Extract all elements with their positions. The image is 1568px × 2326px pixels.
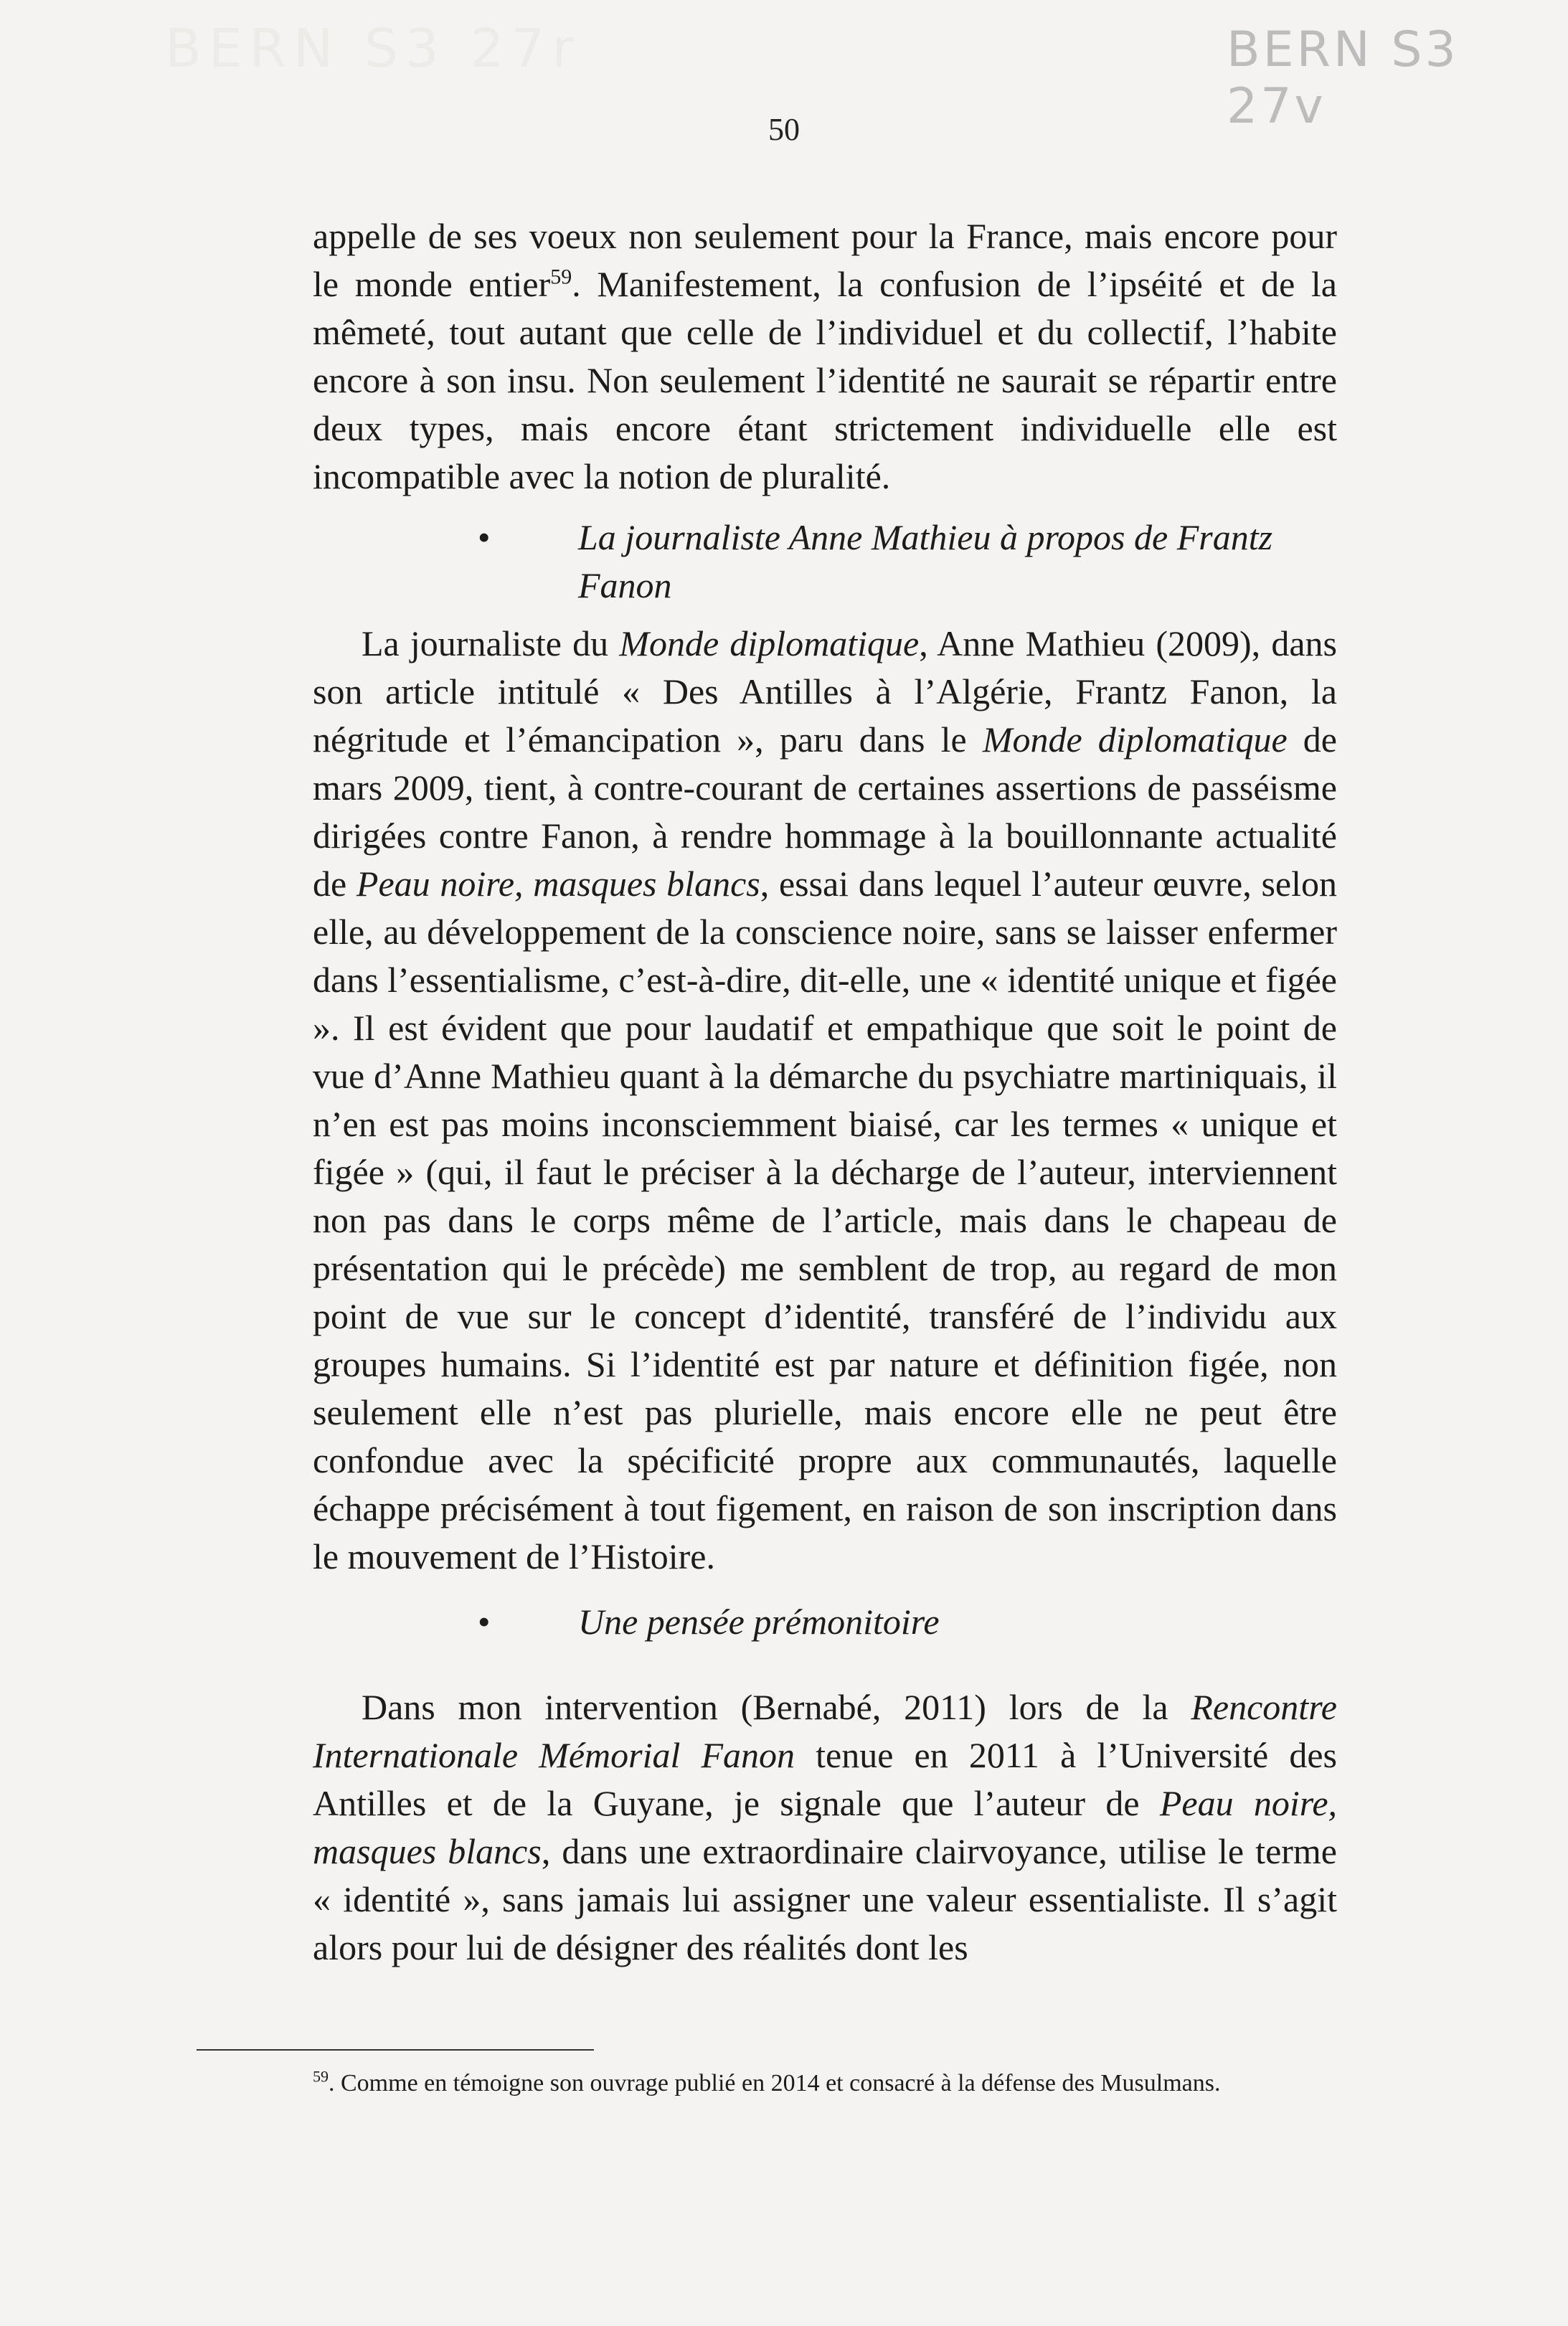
footnote-59 bbox=[313, 2068, 1374, 2099]
section-heading-text: Une pensée prémonitoire bbox=[578, 1602, 940, 1642]
paragraph-2-text-a: La journaliste du bbox=[362, 623, 620, 663]
paragraph-1-text-a: appelle de ses voeux non seulement pour la France, mais encore pour le monde entier bbox=[313, 216, 1337, 304]
section-heading-anne-mathieu bbox=[313, 514, 1337, 610]
paragraph-3-italic-b: Peau noire, masques blancs bbox=[313, 1783, 1338, 1871]
section-heading-pensee-premonitoire bbox=[313, 1598, 1337, 1646]
page-number: 50 bbox=[768, 112, 800, 147]
paragraph-3-italic-a: Rencontre Internationale Mémorial Fanon bbox=[313, 1687, 1337, 1775]
paragraph-2-text-d: , essai dans lequel l’auteur œuvre, selon elle, au développement de la conscience noire, sans se laisser enfermer dans l’essentialisme, c’est-à-dire, dit-elle, une « identité unique et figée ». Il est évident que pour laudatif et empathique que soit le point de vue d’Anne Mathieu quant à la démarche du psychiatre martiniquais, il n’en est pas moins inconsciemment biaisé, car les termes « unique et figée » (qui, il faut le préciser à la décharge de l’auteur, interviennent non pas dans le corps même de l’article, mais dans le chapeau de présentation qui le précède) me semblent de trop, au regard de mon point de vue sur le concept d’identité, transféré de l’individu aux groupes humains. Si l’identité est par nature et définition figée, non seulement elle n’est pas plurielle, mais encore elle ne peut être confondue avec la spécificité propre aux communautés, laquelle échappe précisément à tout figement, en raison de son inscription dans le mouvement de l’Histoire. bbox=[313, 864, 1337, 1576]
footnote-number: 59 bbox=[313, 2067, 329, 2086]
paragraph-2 bbox=[313, 620, 1337, 1581]
paragraph-2-text-c: de mars 2009, tient, à contre-courant de certaines assertions de passéisme dirigées contre Fanon, à rendre hommage à la bouillonnante actualité de bbox=[313, 719, 1337, 904]
faint-bleed-through-mark: BERN S3 27r bbox=[165, 18, 581, 80]
paragraph-1-text-b: . Manifestement, la confusion de l’ipséité et de la mêmeté, tout autant que celle de l’individuel et du collectif, l’habite encore à son insu. Non seulement l’identité ne saurait se répartir entre deux types, mais encore étant strictement individuelle elle est incompatible avec la notion de pluralité. bbox=[313, 264, 1337, 496]
bullet-icon: • bbox=[478, 517, 491, 557]
paragraph-2-text-b: , Anne Mathieu (2009), dans son article intitulé « Des Antilles à l’Algérie, Frantz Fanon, la négritude et l’émancipation », paru dans le bbox=[313, 623, 1338, 760]
paragraph-2-italic-b: Monde diplomatique bbox=[982, 719, 1288, 760]
handwritten-archive-mark: BERN S3 27v bbox=[1227, 22, 1459, 135]
body-text bbox=[313, 212, 1337, 1972]
bullet-icon: • bbox=[478, 1602, 491, 1642]
paragraph-3-text-a: Dans mon intervention (Bernabé, 2011) lors de la bbox=[362, 1687, 1191, 1727]
footnote-separator bbox=[197, 2049, 594, 2051]
paragraph-3 bbox=[313, 1683, 1337, 1972]
paragraph-2-italic-a: Monde diplomatique bbox=[619, 623, 920, 663]
paragraph-3-text-c: , dans une extraordinaire clairvoyance, utilise le terme « identité », sans jamais lui assigner une valeur essentialiste. Il s’agit alors pour lui de désigner des réalités dont les bbox=[313, 1831, 1337, 1967]
paragraph-1 bbox=[313, 212, 1337, 501]
footnote-text: . Comme en témoigne son ouvrage publié en 2014 et consacré à la défense des Musulmans. bbox=[329, 2070, 1221, 2096]
footnote-ref-59: 59 bbox=[550, 265, 572, 289]
section-heading-text: La journaliste Anne Mathieu à propos de Frantz Fanon bbox=[578, 517, 1273, 605]
paragraph-2-italic-c: Peau noire, masques blancs bbox=[356, 864, 760, 904]
paragraph-3-text-b: tenue en 2011 à l’Université des Antilles et de la Guyane, je signale que l’auteur de bbox=[313, 1735, 1337, 1823]
